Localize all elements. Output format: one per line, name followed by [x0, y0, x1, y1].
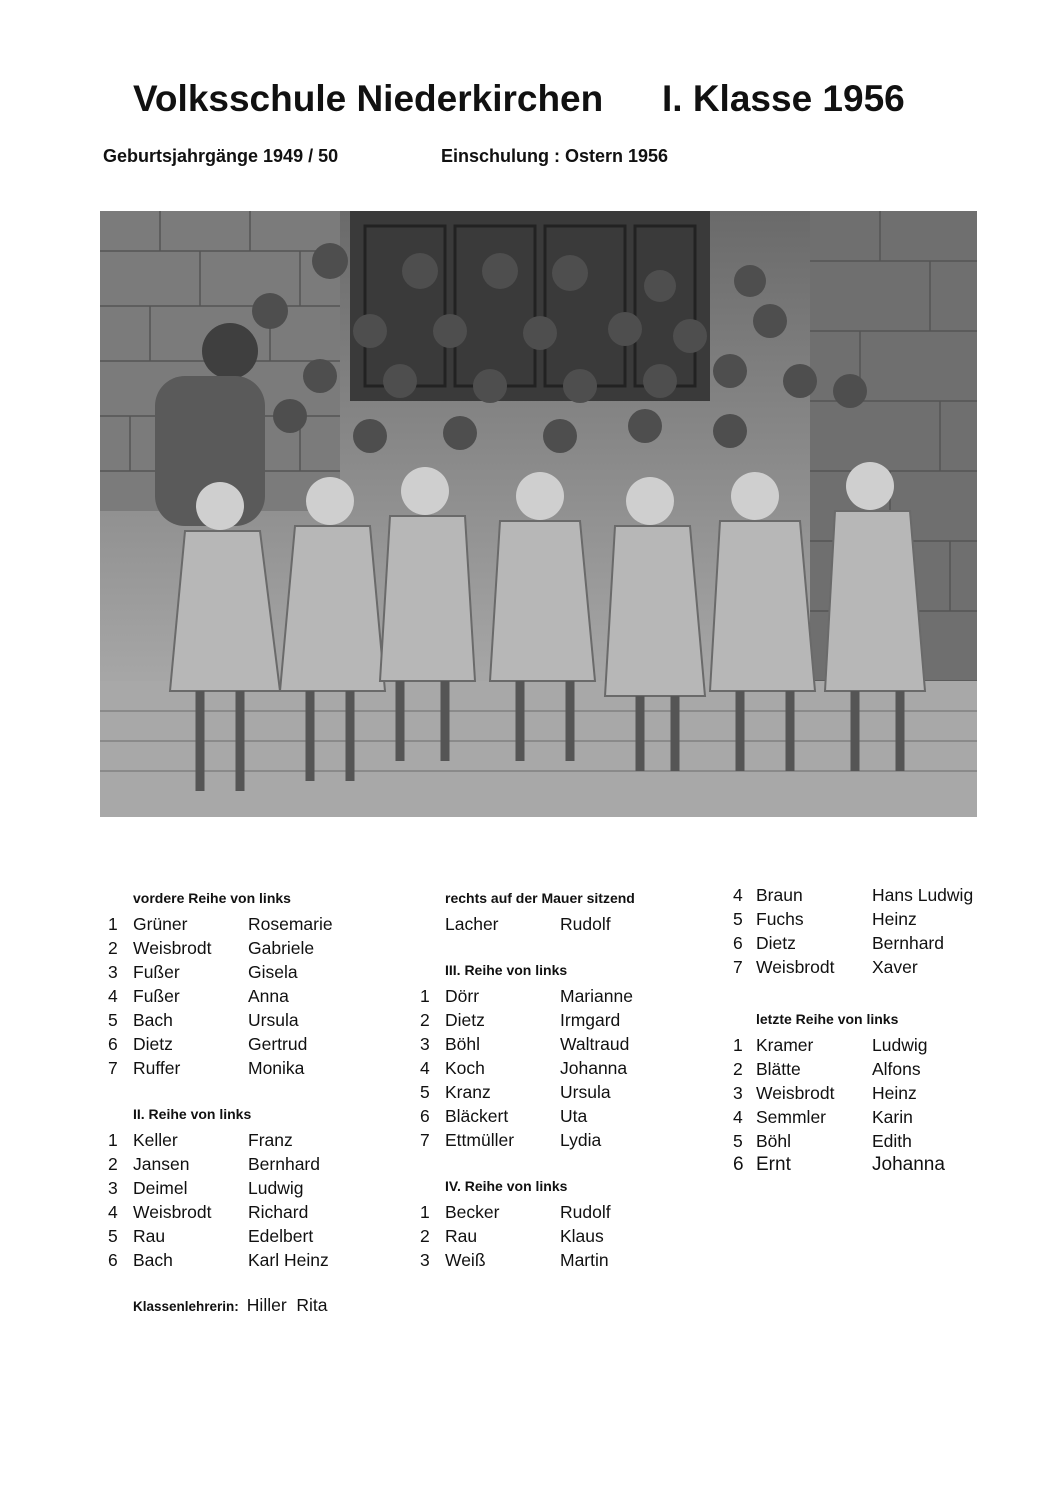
list-item	[420, 1224, 710, 1248]
row-number: 5	[420, 1082, 430, 1102]
last-name: Dietz	[756, 933, 796, 953]
first-name: Gertrud	[248, 1034, 308, 1054]
first-name: Edith	[872, 1131, 912, 1151]
first-name: Edelbert	[248, 1226, 314, 1246]
first-name: Rudolf	[560, 1202, 611, 1222]
last-name: Ernt	[756, 1154, 791, 1175]
row-number: 6	[108, 1250, 118, 1270]
row-number: 7	[108, 1058, 118, 1078]
last-name: Bläckert	[445, 1106, 509, 1126]
row-number: 1	[108, 914, 118, 934]
row-number: 2	[108, 1154, 118, 1174]
last-name: Semmler	[756, 1107, 827, 1127]
last-name: Fußer	[133, 962, 180, 982]
row-number: 4	[733, 1107, 743, 1127]
group-heading: III. Reihe von links	[445, 962, 568, 978]
names-column-1	[108, 888, 388, 1272]
list-item	[108, 1152, 388, 1176]
names-column-2	[420, 888, 710, 1272]
list-item	[108, 960, 388, 984]
row-number: 4	[420, 1058, 430, 1078]
first-name: Ludwig	[248, 1178, 304, 1198]
teacher-name: Hiller Rita	[246, 1295, 328, 1315]
row-number: 3	[420, 1250, 430, 1270]
first-name: Waltraud	[560, 1034, 630, 1054]
list-item	[733, 1057, 1023, 1081]
first-name: Gisela	[248, 962, 298, 982]
group-heading: IV. Reihe von links	[445, 1178, 568, 1194]
last-name: Dietz	[133, 1034, 173, 1054]
group-heading: vordere Reihe von links	[133, 890, 291, 906]
first-name: Bernhard	[248, 1154, 320, 1174]
last-name: Dietz	[445, 1010, 485, 1030]
row-number: 6	[420, 1106, 430, 1126]
list-item	[108, 1056, 388, 1080]
first-name: Johanna	[560, 1058, 628, 1078]
row-number: 1	[420, 986, 430, 1006]
first-name: Bernhard	[872, 933, 944, 953]
names-column-3	[733, 883, 1023, 1177]
first-name: Alfons	[872, 1059, 921, 1079]
row-number: 6	[108, 1034, 118, 1054]
last-name: Weisbrodt	[756, 957, 835, 977]
list-item	[733, 1033, 1023, 1057]
row-number: 5	[108, 1226, 118, 1246]
list-item	[108, 1176, 388, 1200]
last-name: Weisbrodt	[756, 1083, 835, 1103]
last-name: Dörr	[445, 986, 480, 1006]
teacher-label: Klassenlehrerin:	[133, 1299, 239, 1314]
first-name: Johanna	[872, 1154, 945, 1175]
group-heading: rechts auf der Mauer sitzend	[445, 890, 635, 906]
list-item	[733, 1081, 1023, 1105]
list-item	[420, 912, 710, 936]
list-item	[733, 931, 1023, 955]
list-item	[108, 912, 388, 936]
last-name: Deimel	[133, 1178, 188, 1198]
birth-years: Geburtsjahrgänge 1949 / 50	[103, 146, 339, 166]
first-name: Hans Ludwig	[872, 885, 974, 905]
last-name: Weisbrodt	[133, 1202, 212, 1222]
list-item	[108, 1008, 388, 1032]
last-name: Kramer	[756, 1035, 814, 1055]
group-heading: II. Reihe von links	[133, 1106, 252, 1122]
row-number: 5	[733, 909, 743, 929]
list-item	[420, 1200, 710, 1224]
list-item	[420, 1104, 710, 1128]
row-number: 1	[733, 1035, 743, 1055]
list-item	[108, 1032, 388, 1056]
row-number: 4	[733, 885, 743, 905]
row-number: 3	[108, 962, 118, 982]
list-item	[733, 1105, 1023, 1129]
first-name: Richard	[248, 1202, 309, 1222]
row-number: 2	[420, 1226, 430, 1246]
group-heading: letzte Reihe von links	[756, 1011, 899, 1027]
list-item	[108, 984, 388, 1008]
last-name: Ruffer	[133, 1058, 181, 1078]
last-name: Keller	[133, 1130, 178, 1150]
last-name: Rau	[133, 1226, 166, 1246]
first-name: Gabriele	[248, 938, 315, 958]
last-name: Fuchs	[756, 909, 804, 929]
list-item	[420, 1032, 710, 1056]
list-item	[420, 984, 710, 1008]
row-number: 6	[733, 1154, 744, 1175]
list-item	[733, 907, 1023, 931]
last-name: Bach	[133, 1250, 173, 1270]
list-item	[733, 883, 1023, 907]
first-name: Irmgard	[560, 1010, 621, 1030]
last-name: Becker	[445, 1202, 500, 1222]
first-name: Heinz	[872, 909, 917, 929]
class-title: I. Klasse 1956	[662, 78, 905, 119]
first-name: Karin	[872, 1107, 913, 1127]
last-name: Jansen	[133, 1154, 190, 1174]
last-name: Ettmüller	[445, 1130, 515, 1150]
row-number: 1	[108, 1130, 118, 1150]
last-name: Kranz	[445, 1082, 491, 1102]
last-name: Rau	[445, 1226, 478, 1246]
row-number: 5	[108, 1010, 118, 1030]
first-name: Rosemarie	[248, 914, 333, 934]
last-name: Braun	[756, 885, 803, 905]
first-name: Karl Heinz	[248, 1250, 329, 1270]
first-name: Uta	[560, 1106, 588, 1126]
list-item	[108, 1224, 388, 1248]
first-name: Monika	[248, 1058, 305, 1078]
list-item	[733, 1129, 1023, 1153]
first-name: Martin	[560, 1250, 609, 1270]
first-name: Klaus	[560, 1226, 604, 1246]
last-name: Fußer	[133, 986, 180, 1006]
list-item	[108, 1200, 388, 1224]
last-name: Weisbrodt	[133, 938, 212, 958]
last-name: Böhl	[756, 1131, 792, 1151]
page-title: Volksschule Niederkirchen	[133, 78, 604, 119]
row-number: 7	[733, 957, 743, 977]
last-name: Bach	[133, 1010, 173, 1030]
first-name: Heinz	[872, 1083, 917, 1103]
list-item	[420, 1128, 710, 1152]
first-name: Lydia	[560, 1130, 602, 1150]
list-item	[108, 1128, 388, 1152]
first-name: Ursula	[560, 1082, 611, 1102]
last-name: Weiß	[445, 1250, 486, 1270]
list-item	[108, 936, 388, 960]
class-photo	[100, 211, 977, 817]
row-number: 7	[420, 1130, 430, 1150]
last-name: Blätte	[756, 1059, 801, 1079]
class-teacher	[133, 1295, 328, 1316]
row-number: 3	[420, 1034, 430, 1054]
last-name: Grüner	[133, 914, 188, 934]
row-number: 2	[733, 1059, 743, 1079]
list-item	[420, 1056, 710, 1080]
row-number: 3	[108, 1178, 118, 1198]
list-item	[733, 955, 1023, 979]
first-name: Franz	[248, 1130, 293, 1150]
row-number: 4	[108, 986, 118, 1006]
first-name: Ursula	[248, 1010, 299, 1030]
list-item	[420, 1080, 710, 1104]
first-name: Xaver	[872, 957, 918, 977]
last-name: Koch	[445, 1058, 485, 1078]
first-name: Marianne	[560, 986, 633, 1006]
row-number: 2	[108, 938, 118, 958]
first-name: Ludwig	[872, 1035, 928, 1055]
row-number: 4	[108, 1202, 118, 1222]
enrollment: Einschulung : Ostern 1956	[441, 146, 669, 166]
last-name: Lacher	[445, 914, 499, 934]
last-name: Böhl	[445, 1034, 481, 1054]
row-number: 2	[420, 1010, 430, 1030]
first-name: Rudolf	[560, 914, 611, 934]
row-number: 5	[733, 1131, 743, 1151]
list-item	[420, 1248, 710, 1272]
row-number: 1	[420, 1202, 430, 1222]
row-number: 3	[733, 1083, 743, 1103]
list-item	[420, 1008, 710, 1032]
first-name: Anna	[248, 986, 289, 1006]
list-item	[733, 1153, 1023, 1177]
row-number: 6	[733, 933, 743, 953]
list-item	[108, 1248, 388, 1272]
